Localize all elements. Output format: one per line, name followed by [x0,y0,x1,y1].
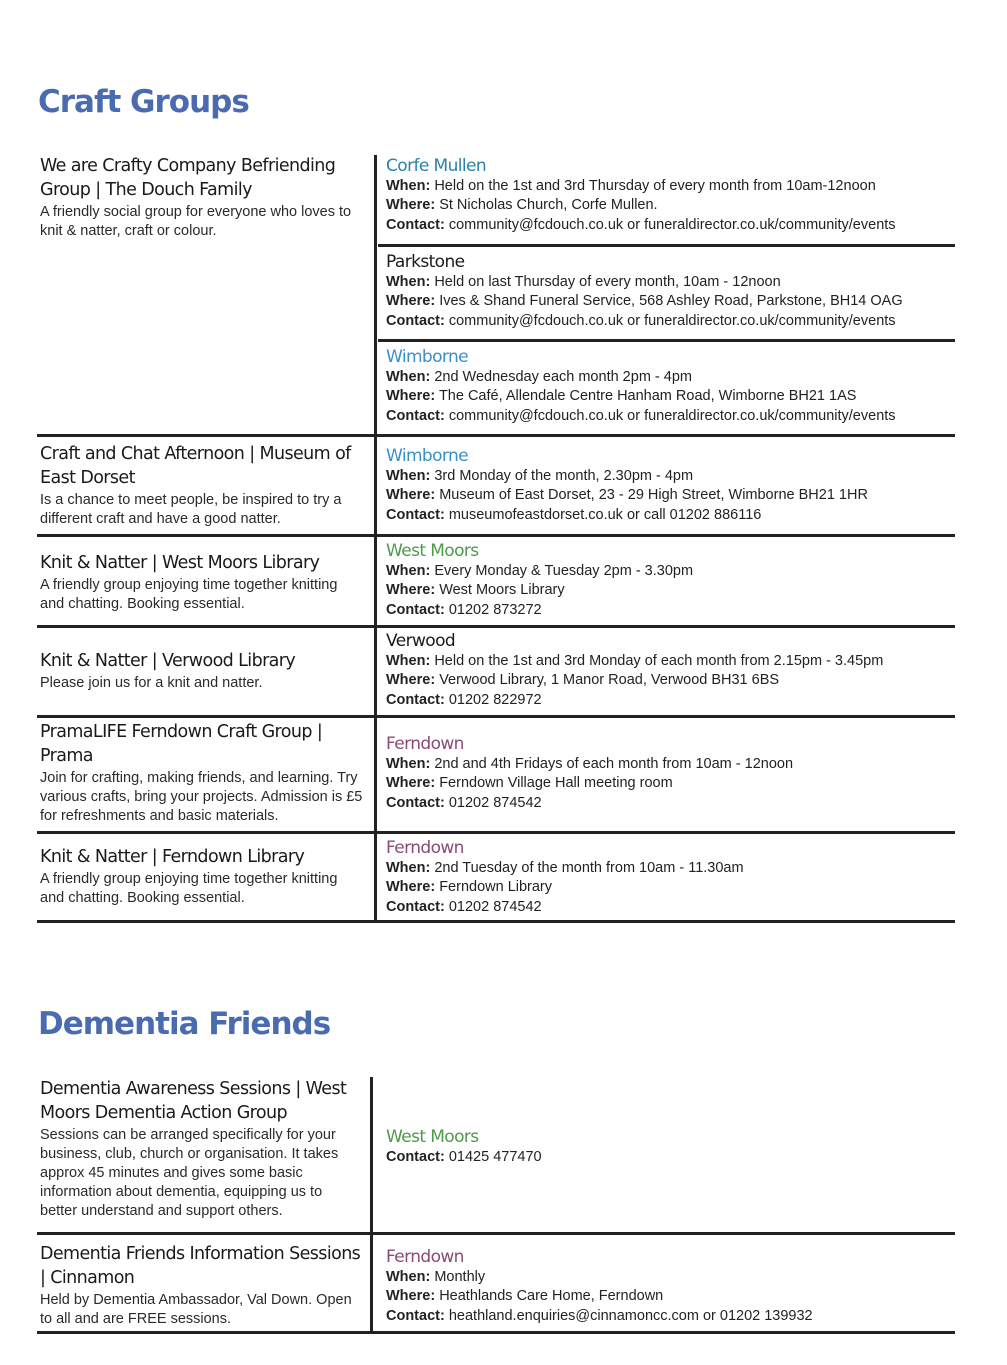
where-label: Where: [386,582,436,599]
group-crafty-company [40,154,370,241]
when-label: When: [386,653,431,669]
where-line [386,486,868,505]
row-separator [37,625,955,628]
contact-value: 01202 874542 [448,898,542,915]
group-description: A friendly social group for everyone who loves to knit & natter, craft or colour. [40,204,352,239]
row-separator [37,1232,955,1235]
contact-label: Contact: [386,601,445,618]
contact-value: museumofeastdorset.co.uk or call 01202 886116 [448,506,762,523]
when-value: Every Monday & Tuesday 2pm - 3.30pm [434,563,694,579]
where-line [386,671,883,690]
when-line [386,755,793,774]
contact-line [386,898,744,917]
location-name: West Moors [386,541,479,561]
when-line [386,177,896,196]
location-west-moors [386,1127,542,1167]
group-dementia-friends-info [40,1242,365,1329]
row-separator [378,244,955,247]
when-line [386,859,744,878]
contact-value: community@fcdouch.co.uk or funeraldirector.co.uk/community/events [448,407,896,424]
when-value: Monthly [434,1269,486,1285]
when-value: 2nd Wednesday each month 2pm - 4pm [434,369,692,385]
where-label: Where: [386,388,436,405]
when-label: When: [386,369,431,385]
contact-line [386,216,896,235]
when-value: 3rd Monday of the month, 2.30pm - 4pm [434,468,694,484]
group-description: Held by Dementia Ambassador, Val Down. Open to all and are FREE sessions. [40,1292,352,1327]
when-label: When: [386,563,431,579]
group-dementia-awareness [40,1077,360,1221]
when-value: Held on the 1st and 3rd Thursday of every month from 10am-12noon [434,178,876,194]
location-parkstone [386,252,903,331]
contact-line [386,506,868,525]
group-title: Knit & Natter | West Moors Library [40,553,320,573]
where-label: Where: [386,293,436,310]
when-label: When: [386,178,431,194]
group-title: Dementia Awareness Sessions | West Moors Dementia Action Group [40,1079,347,1123]
row-separator [37,1331,955,1334]
where-value: Heathlands Care Home, Ferndown [439,1288,664,1305]
location-ferndown-village-hall [386,734,793,813]
contact-label: Contact: [386,312,445,329]
when-label: When: [386,860,431,876]
row-separator [37,534,955,537]
location-corfe-mullen [386,156,896,235]
contact-label: Contact: [386,794,445,811]
location-ferndown-heathlands [386,1247,813,1326]
contact-label: Contact: [386,898,445,915]
location-verwood [386,631,883,710]
where-label: Where: [386,775,436,792]
when-value: 2nd Tuesday of the month from 10am - 11.30am [434,860,744,876]
dementia-friends-heading: Dementia Friends [38,1006,331,1042]
where-label: Where: [386,672,436,689]
contact-value: 01202 873272 [448,601,542,618]
location-ferndown-library [386,838,744,917]
where-value: Ferndown Village Hall meeting room [439,775,673,792]
when-label: When: [386,274,431,290]
row-separator [378,339,955,342]
when-value: Held on last Thursday of every month, 10am - 12noon [434,274,781,290]
group-description: A friendly group enjoying time together knitting and chatting. Booking essential. [40,871,338,906]
where-label: Where: [386,487,436,504]
craft-groups-heading: Craft Groups [38,84,249,120]
when-line [386,368,896,387]
group-description: A friendly group enjoying time together knitting and chatting. Booking essential. [40,577,338,612]
where-line [386,581,693,600]
group-knit-natter-west-moors [40,551,360,614]
contact-line [386,407,896,426]
location-name: Ferndown [386,1247,464,1267]
location-name: Wimborne [386,347,469,367]
location-name: Wimborne [386,446,469,466]
when-line [386,467,868,486]
contact-value: 01202 822972 [448,691,542,708]
contact-line [386,794,793,813]
group-description: Join for crafting, making friends, and learning. Try various crafts, bring your projects. Admission is £5 for refreshments and basic materials. [40,770,363,824]
location-wimborne [386,347,896,426]
group-knit-natter-ferndown [40,845,360,908]
location-name: West Moors [386,1127,479,1147]
group-title: PramaLIFE Ferndown Craft Group | Prama [40,722,323,766]
when-line [386,562,693,581]
contact-value: heathland.enquiries@cinnamoncc.com or 01202 139932 [448,1307,813,1324]
contact-label: Contact: [386,691,445,708]
where-label: Where: [386,879,436,896]
group-title: Craft and Chat Afternoon | Museum of East Dorset [40,444,351,488]
contact-value: community@fcdouch.co.uk or funeraldirector.co.uk/community/events [448,312,896,329]
contact-value: community@fcdouch.co.uk or funeraldirector.co.uk/community/events [448,216,896,233]
contact-label: Contact: [386,407,445,424]
location-name: Parkstone [386,252,465,272]
contact-line [386,691,883,710]
group-title: Knit & Natter | Ferndown Library [40,847,305,867]
group-title: Dementia Friends Information Sessions | Cinnamon [40,1244,361,1288]
table-divider [370,1077,373,1333]
when-value: 2nd and 4th Fridays of each month from 10am - 12noon [434,756,794,772]
contact-label: Contact: [386,1307,445,1324]
contact-label: Contact: [386,1149,445,1165]
contact-line [386,1148,542,1167]
where-value: Museum of East Dorset, 23 - 29 High Street, Wimborne BH21 1HR [439,487,868,504]
where-line [386,878,744,897]
location-name: Ferndown [386,734,464,754]
group-description: Please join us for a knit and natter. [40,675,263,691]
row-separator [37,920,955,923]
where-line [386,292,903,311]
where-value: West Moors Library [439,582,565,599]
group-knit-natter-verwood [40,649,360,693]
where-line [386,774,793,793]
contact-value: 01202 874542 [448,794,542,811]
location-name: Corfe Mullen [386,156,487,176]
when-label: When: [386,468,431,484]
where-value: Ferndown Library [439,879,553,896]
location-name: Ferndown [386,838,464,858]
where-value: Verwood Library, 1 Manor Road, Verwood BH31 6BS [439,672,780,689]
contact-value: 01425 477470 [448,1149,542,1165]
location-west-moors [386,541,693,620]
contact-label: Contact: [386,506,445,523]
table-divider [374,155,377,922]
group-description: Sessions can be arranged specifically for your business, club, church or organisation. It takes approx 45 minutes and gives some basic information about dementia, equipping us to better understand and support others. [40,1127,339,1219]
when-line [386,1268,813,1287]
where-line [386,1287,813,1306]
where-label: Where: [386,1288,436,1305]
when-value: Held on the 1st and 3rd Monday of each month from 2.15pm - 3.45pm [434,653,884,669]
contact-line [386,1307,813,1326]
where-line [386,387,896,406]
where-line [386,196,896,215]
where-value: St Nicholas Church, Corfe Mullen. [439,197,658,214]
location-wimborne-museum [386,446,868,525]
group-description: Is a chance to meet people, be inspired to try a different craft and have a good natter. [40,492,342,527]
when-label: When: [386,1269,431,1285]
group-pramalife [40,720,365,826]
where-value: The Café, Allendale Centre Hanham Road, Wimborne BH21 1AS [438,388,857,405]
row-separator [37,831,955,834]
row-separator [37,715,955,718]
contact-line [386,601,693,620]
group-title: We are Crafty Company Befriending Group | The Douch Family [40,156,336,200]
group-craft-and-chat [40,442,370,529]
contact-line [386,312,903,331]
location-name: Verwood [386,631,456,651]
row-separator [37,434,955,437]
where-value: Ives & Shand Funeral Service, 568 Ashley Road, Parkstone, BH14 OAG [439,293,903,310]
when-line [386,273,903,292]
when-label: When: [386,756,431,772]
group-title: Knit & Natter | Verwood Library [40,651,296,671]
where-label: Where: [386,197,436,214]
contact-label: Contact: [386,216,445,233]
when-line [386,652,883,671]
